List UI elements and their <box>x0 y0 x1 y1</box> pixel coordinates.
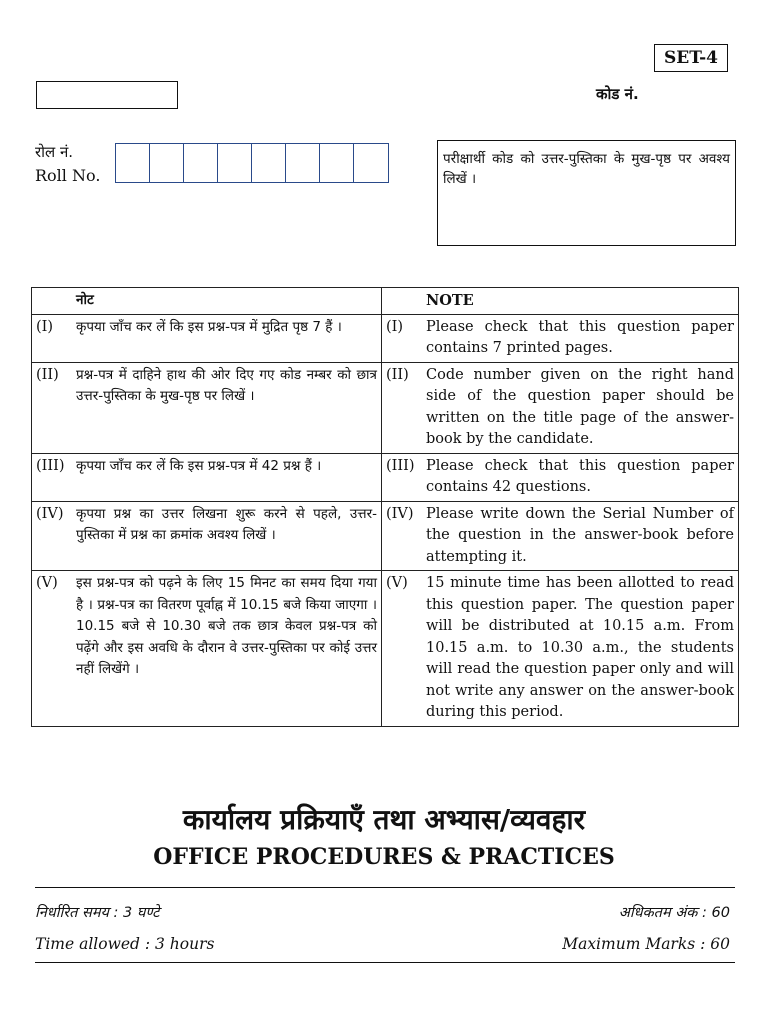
notes-table <box>31 287 739 727</box>
code-label: कोड नं. <box>596 85 639 103</box>
max-marks-hi: अधिकतम अंक : 60 <box>618 905 730 921</box>
set-label: SET-4 <box>654 44 728 72</box>
notes-heading-en: NOTE <box>426 292 474 309</box>
note-number: (II) <box>386 366 409 383</box>
note-number: (V) <box>386 575 408 591</box>
note-number: (V) <box>36 575 58 591</box>
table-row <box>32 571 739 727</box>
table-row <box>32 362 739 453</box>
note-number: (I) <box>386 318 404 335</box>
divider-top <box>35 887 735 888</box>
table-row <box>32 314 739 362</box>
note-text-hi: प्रश्न-पत्र में दाहिने हाथ की ओर दिए गए कोड नम्बर को छात्र उत्तर-पुस्तिका के मुख-पृष्ठ पर लिखें । <box>76 366 377 404</box>
notes-heading-hi: नोट <box>76 292 94 308</box>
table-row <box>32 501 739 571</box>
time-allowed-hi: निर्धारित समय : 3 घण्टे <box>35 905 160 921</box>
note-text-en: 15 minute time has been allotted to read this question paper. The question paper will be distributed at 10.15 a.m. From 10.15 a.m. to 10.30 a.m., the students will read the question paper only and will not write any answer on the answer-book during this period. <box>426 575 734 720</box>
roll-cell[interactable] <box>116 144 150 182</box>
note-number: (IV) <box>386 505 414 522</box>
max-marks-en: Maximum Marks : 60 <box>562 935 730 953</box>
note-number: (I) <box>36 318 54 335</box>
roll-label-en: Roll No. <box>35 166 101 185</box>
note-text-en: Please write down the Serial Number of the question in the answer-book before attempting it. <box>426 505 734 565</box>
note-text-hi: कृपया प्रश्न का उत्तर लिखना शुरू करने से पहले, उत्तर-पुस्तिका में प्रश्न का क्रमांक अवश्य लिखें । <box>76 505 377 543</box>
subject-title-en: OFFICE PROCEDURES & PRACTICES <box>153 844 615 870</box>
roll-number-grid[interactable] <box>115 143 389 183</box>
note-text-hi: कृपया जाँच कर लें कि इस प्रश्न-पत्र में 42 प्रश्न हैं । <box>76 457 322 474</box>
code-instruction-box: परीक्षार्थी कोड को उत्तर-पुस्तिका के मुख-पृष्ठ पर अवश्य लिखें । <box>437 140 736 246</box>
roll-cell[interactable] <box>218 144 252 182</box>
roll-cell[interactable] <box>320 144 354 182</box>
time-allowed-en: Time allowed : 3 hours <box>35 935 215 953</box>
table-row <box>32 453 739 501</box>
note-number: (III) <box>36 457 65 474</box>
note-number: (III) <box>386 457 415 474</box>
roll-cell[interactable] <box>184 144 218 182</box>
note-text-en: Please check that this question paper contains 7 printed pages. <box>426 318 734 356</box>
note-number: (II) <box>36 366 59 383</box>
roll-cell[interactable] <box>354 144 388 182</box>
notes-header-row <box>32 288 739 315</box>
divider-bottom <box>35 962 735 963</box>
code-box[interactable] <box>36 81 178 109</box>
subject-title-hi: कार्यालय प्रक्रियाएँ तथा अभ्यास/व्यवहार <box>182 803 586 836</box>
roll-cell[interactable] <box>150 144 184 182</box>
note-text-hi: कृपया जाँच कर लें कि इस प्रश्न-पत्र में मुद्रित पृष्ठ 7 हैं । <box>76 318 342 335</box>
note-text-en: Code number given on the right hand side of the question paper should be written on the title page of the answer-book by the candidate. <box>426 366 734 447</box>
note-number: (IV) <box>36 505 64 522</box>
roll-cell[interactable] <box>252 144 286 182</box>
note-text-en: Please check that this question paper contains 42 questions. <box>426 457 734 495</box>
roll-cell[interactable] <box>286 144 320 182</box>
note-text-hi: इस प्रश्न-पत्र को पढ़ने के लिए 15 मिनट का समय दिया गया है । प्रश्न-पत्र का वितरण पूर्वाह्न में 10.15 बजे किया जाएगा । 10.15 बजे से 10.30 बजे तक छात्र केवल प्रश्न-पत्र को पढ़ेंगे और इस अवधि के दौरान वे उत्तर-पुस्तिका पर कोई उत्तर नहीं लिखेंगे । <box>76 575 377 677</box>
roll-label-hi: रोल नं. <box>35 143 74 161</box>
